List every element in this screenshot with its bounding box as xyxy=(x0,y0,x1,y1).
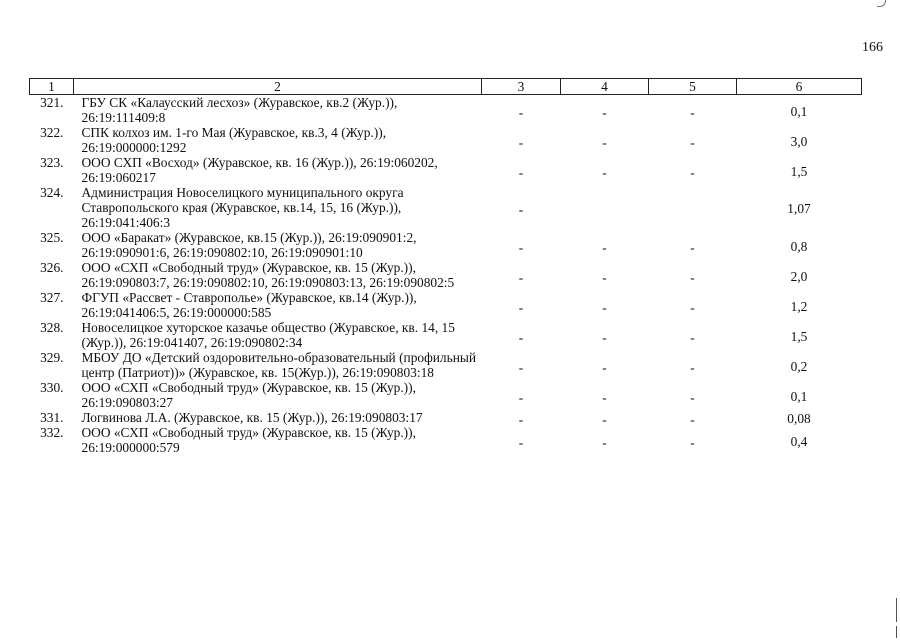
table-row xyxy=(30,350,862,380)
table-row xyxy=(30,155,862,185)
column-header-4: 4 xyxy=(561,79,649,95)
scan-corner-mark xyxy=(877,0,886,7)
cell-col-3-text: - xyxy=(518,104,524,120)
cell-col-4 xyxy=(561,95,649,126)
cell-col-3 xyxy=(482,155,561,185)
column-header-2: 2 xyxy=(74,79,482,95)
cell-col-4-text: - xyxy=(602,412,607,427)
cell-col-3 xyxy=(482,185,561,230)
table-row xyxy=(30,425,862,455)
cell-col-5 xyxy=(649,320,737,350)
area-value xyxy=(737,410,862,425)
area-value-text: 0,2 xyxy=(790,358,808,374)
cell-col-3 xyxy=(482,320,561,350)
row-number: 323. xyxy=(40,155,64,170)
cell-col-4-text: - xyxy=(602,269,607,285)
cell-col-5-text: - xyxy=(690,434,695,450)
owner-description: Новоселицкое хуторское казачье общество (Журавское, кв. 14, 15 (Жур.)), 26:19:041407, 26:19:090802:34 xyxy=(81,320,455,350)
cell-col-5 xyxy=(649,380,737,410)
owner-description: ООО СХП «Восход» (Журавское, кв. 16 (Жур.)), 26:19:060202, 26:19:060217 xyxy=(81,155,438,185)
row-number: 331. xyxy=(40,410,64,425)
row-number: 329. xyxy=(40,350,64,365)
area-value-text: 1,5 xyxy=(790,163,808,179)
scan-edge-line xyxy=(896,598,897,622)
cell-col-5 xyxy=(649,185,737,230)
row-number: 328. xyxy=(40,320,64,335)
cell-col-3 xyxy=(482,95,561,126)
cell-col-4-text: - xyxy=(602,299,607,315)
area-value-text: 0,08 xyxy=(787,411,811,426)
cell-col-5-text: - xyxy=(690,412,695,427)
table-row xyxy=(30,125,862,155)
scan-edge-line xyxy=(896,626,897,638)
column-header-3: 3 xyxy=(482,79,561,95)
cell-col-3 xyxy=(482,260,561,290)
table-row xyxy=(30,410,862,425)
cell-col-5 xyxy=(649,425,737,455)
cell-col-5-text: - xyxy=(690,329,695,345)
cell-col-3-text: - xyxy=(518,269,524,285)
table-row xyxy=(30,320,862,350)
area-value-text: 1,07 xyxy=(787,201,811,216)
owner-description: ООО «СХП «Свободный труд» (Журавское, кв. 15 (Жур.)), 26:19:000000:579 xyxy=(81,425,416,455)
column-header-5: 5 xyxy=(649,79,737,95)
cell-col-5 xyxy=(649,155,737,185)
area-value xyxy=(737,260,862,290)
row-number: 327. xyxy=(40,290,64,305)
area-value xyxy=(737,230,862,260)
cell-col-3-text: - xyxy=(518,412,524,427)
cell-col-4 xyxy=(561,260,649,290)
cell-col-4 xyxy=(561,380,649,410)
cell-col-3 xyxy=(482,230,561,260)
area-value xyxy=(737,350,862,380)
area-value-text: 0,4 xyxy=(790,433,808,449)
cell-col-5-text: - xyxy=(690,239,695,255)
cell-col-3 xyxy=(482,380,561,410)
owner-description: ГБУ СК «Калаусский лесхоз» (Журавское, кв.2 (Жур.)), 26:19:111409:8 xyxy=(81,95,398,125)
cell-col-5 xyxy=(649,350,737,380)
cell-col-5-text: - xyxy=(690,104,695,120)
cell-col-3-text: - xyxy=(518,434,524,450)
cell-col-3-text: - xyxy=(518,299,524,315)
cell-col-3-text: - xyxy=(518,134,524,150)
table-row xyxy=(30,380,862,410)
cell-col-4-text: - xyxy=(602,239,607,255)
cell-col-5 xyxy=(649,410,737,425)
area-value-text: 3,0 xyxy=(790,133,808,149)
area-value xyxy=(737,320,862,350)
cell-col-4 xyxy=(561,320,649,350)
table-body xyxy=(30,95,862,456)
cell-col-3-text: - xyxy=(518,239,524,255)
area-value xyxy=(737,425,862,455)
area-value xyxy=(737,380,862,410)
area-value-text: 1,2 xyxy=(790,298,808,314)
cell-col-4-text: - xyxy=(602,389,607,405)
cell-col-3 xyxy=(482,350,561,380)
owner-description: СПК колхоз им. 1-го Мая (Журавское, кв.3, 4 (Жур.)), 26:19:000000:1292 xyxy=(81,125,387,155)
owner-description: ООО «СХП «Свободный труд» (Журавское, кв. 15 (Жур.)), 26:19:090803:7, 26:19:090802:10, 26:19:090803:13, 26:19:090802:5 xyxy=(81,260,455,290)
page-number: 166 xyxy=(862,40,883,55)
area-value xyxy=(737,185,862,230)
owner-description: МБОУ ДО «Детский оздоровительно-образовательный (профильный центр (Патриот))» (Журавское, кв. 15(Жур.)), 26:19:090803:18 xyxy=(81,350,477,380)
cell-col-5 xyxy=(649,260,737,290)
area-value xyxy=(737,95,862,126)
cell-col-5 xyxy=(649,125,737,155)
cell-col-4 xyxy=(561,155,649,185)
cell-col-3-text: - xyxy=(518,389,524,405)
column-header-6: 6 xyxy=(737,79,862,95)
landowners-table xyxy=(29,78,862,455)
table-row xyxy=(30,260,862,290)
cell-col-3-text: - xyxy=(518,359,524,375)
row-number: 324. xyxy=(40,185,64,200)
cell-col-4-text: - xyxy=(602,329,607,345)
row-number: 322. xyxy=(40,125,64,140)
cell-col-4 xyxy=(561,125,649,155)
area-value-text: 0,1 xyxy=(790,103,808,119)
area-value xyxy=(737,290,862,320)
row-number: 332. xyxy=(40,425,64,440)
cell-col-4 xyxy=(561,350,649,380)
row-number: 326. xyxy=(40,260,64,275)
cell-col-4-text: - xyxy=(602,134,607,150)
column-header-1: 1 xyxy=(30,79,74,95)
area-value xyxy=(737,125,862,155)
cell-col-3 xyxy=(482,125,561,155)
cell-col-5 xyxy=(649,230,737,260)
cell-col-4-text: - xyxy=(602,104,607,120)
table-row xyxy=(30,230,862,260)
table-row xyxy=(30,290,862,320)
cell-col-4 xyxy=(561,185,649,230)
owner-description: ООО «СХП «Свободный труд» (Журавское, кв. 15 (Жур.)), 26:19:090803:27 xyxy=(81,380,416,410)
cell-col-5-text: - xyxy=(690,359,695,375)
cell-col-4 xyxy=(561,290,649,320)
cell-col-4 xyxy=(561,230,649,260)
area-value-text: 0,8 xyxy=(790,238,808,254)
cell-col-5-text: - xyxy=(690,269,695,285)
cell-col-3 xyxy=(482,290,561,320)
cell-col-3 xyxy=(482,410,561,425)
table-header xyxy=(30,79,862,95)
cell-col-4-text: - xyxy=(602,434,607,450)
owner-description: Логвинова Л.А. (Журавское, кв. 15 (Жур.)), 26:19:090803:17 xyxy=(81,410,423,425)
owner-description: Администрация Новоселицкого муниципального округа Ставропольского края (Журавское, кв.14, 15, 16 (Жур.)), 26:19:041:406:3 xyxy=(81,185,404,230)
area-value-text: 1,5 xyxy=(790,328,808,344)
cell-col-4 xyxy=(561,410,649,425)
cell-col-4 xyxy=(561,425,649,455)
cell-col-5 xyxy=(649,95,737,126)
table-row xyxy=(30,95,862,126)
row-number: 330. xyxy=(40,380,64,395)
area-value-text: 0,1 xyxy=(790,388,808,404)
cell-col-5-text: - xyxy=(690,164,695,180)
row-number: 321. xyxy=(40,95,64,110)
cell-col-3-text: - xyxy=(518,164,524,180)
cell-col-3-text: - xyxy=(518,202,524,217)
row-number: 325. xyxy=(40,230,64,245)
table-row xyxy=(30,185,862,230)
owner-description: ФГУП «Рассвет - Ставрополье» (Журавское, кв.14 (Жур.)), 26:19:041406:5, 26:19:000000:585 xyxy=(81,290,417,320)
owner-description: ООО «Баракат» (Журавское, кв.15 (Жур.)), 26:19:090901:2, 26:19:090901:6, 26:19:090802:10, 26:19:090901:10 xyxy=(81,230,417,260)
cell-col-5-text: - xyxy=(690,134,695,150)
cell-col-5 xyxy=(649,290,737,320)
cell-col-3 xyxy=(482,425,561,455)
area-value xyxy=(737,155,862,185)
cell-col-4-text: - xyxy=(602,164,607,180)
area-value-text: 2,0 xyxy=(790,268,808,284)
cell-col-3-text: - xyxy=(518,329,524,345)
cell-col-5-text: - xyxy=(690,299,695,315)
header-row xyxy=(30,79,862,95)
cell-col-5-text: - xyxy=(690,389,695,405)
cell-col-4-text: - xyxy=(602,359,607,375)
